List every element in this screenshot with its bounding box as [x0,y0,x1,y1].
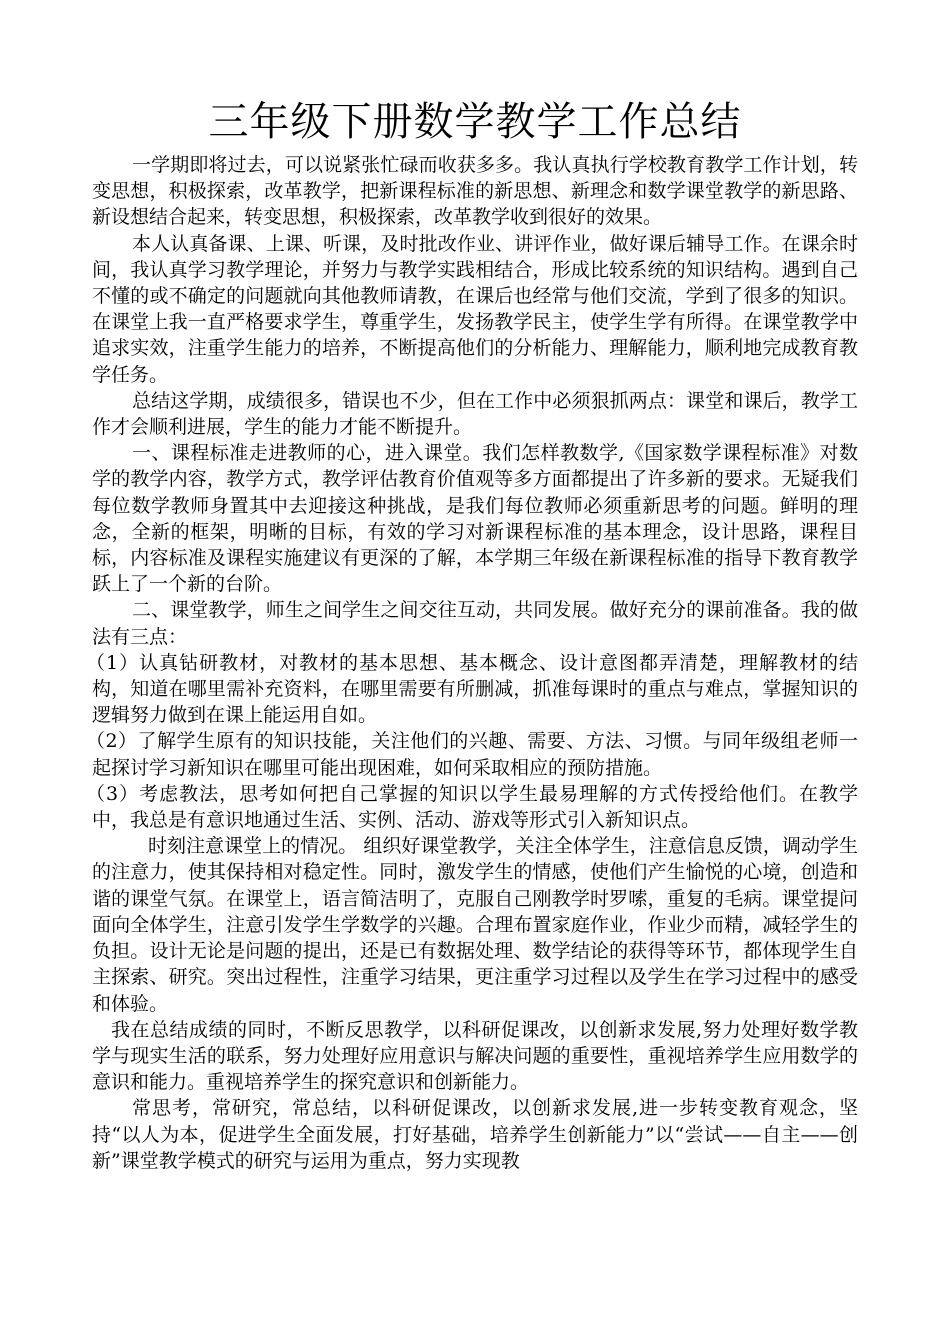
paragraph-work-summary: 本人认真备课、上课、听课，及时批改作业、讲评作业，做好课后辅导工作。在课余时间，我认真学习教学理论，并努力与教学实践相结合，形成比较系统的知识结构。遇到自己不懂的或不确定的问题就向其他教师请教，在课后也经常与他们交流，学到了很多的知识。在课堂上我一直严格要求学生，尊重学生，发扬教学民主，使学生学有所得。在课堂教学中追求实效，注重学生能力的培养，不断提高他们的分析能力、理解能力，顺利地完成教育教学任务。 [92,232,858,386]
paragraph-section-one: 一、课程标准走进教师的心，进入课堂。我们怎样教数学,《国家数学课程标准》对数学的教学内容，教学方式，教学评估教育价值观等多方面都提出了许多新的要求。无疑我们每位数学教师身置其中去迎接这种挑战，是我们每位教师必须重新思考的问题。鲜明的理念，全新的框架，明晰的目标，有效的学习对新课程标准的基本理念，设计思路，课程目标，内容标准及课程实施建议有更深的了解，本学期三年级在新课程标准的指导下教育教学跃上了一个新的台阶。 [92,442,858,596]
paragraph-research: 常思考，常研究，常总结，以科研促课改，以创新求发展,进一步转变教育观念，坚持“以人为本，促进学生全面发展，打好基础，培养学生创新能力”以“尝试——自主——创新”课堂教学模式的研究与运用为重点，努力实现教 [92,1097,858,1172]
paragraph-intro: 一学期即将过去，可以说紧张忙碌而收获多多。我认真执行学校教育教学工作计划，转变思想，积极探索，改革教学，把新课程标准的新思想、新理念和数学课堂教学的新思路、新设想结合起来，转变思想，积极探索，改革教学收到很好的效果。 [92,154,858,229]
paragraph-reflection: 我在总结成绩的同时，不断反思教学，以科研促课改，以创新求发展,努力处理好数学教学与现实生活的联系，努力处理好应用意识与解决问题的重要性，重视培养学生应用数学的意识和能力。重视培养学生的探究意识和创新能力。 [92,1018,858,1094]
paragraph-two-points: 总结这学期，成绩很多，错误也不少，但在工作中必须狠抓两点：课堂和课后，教学工作才会顺利进展，学生的能力才能不断提升。 [92,389,858,439]
list-item-1: （1）认真钻研教材，对教材的基本思想、基本概念、设计意图都弄清楚，理解教材的结构，知道在哪里需补充资料，在哪里需要有所删减，抓准每课时的重点与难点，掌握知识的逻辑努力做到在课上能运用自如。 [86,651,858,727]
list-item-2: （2）了解学生原有的知识技能，关注他们的兴趣、需要、方法、习惯。与同年级组老师一起探讨学习新知识在哪里可能出现困难，如何采取相应的预防措施。 [86,730,858,779]
paragraph-classroom: 时刻注意课堂上的情况。 组织好课堂教学，关注全体学生，注意信息反馈，调动学生的注意力，使其保持相对稳定性。同时，激发学生的情感，使他们产生愉悦的心境，创造和谐的课堂气氛。在课堂上，语言简洁明了，克服自己刚教学时罗嗦，重复的毛病。课堂提问面向全体学生，注意引发学生学数学的兴趣。合理布置家庭作业，作业少而精，减轻学生的负担。设计无论是问题的提出，还是已有数据处理、数学结论的获得等环节，都体现学生自主探索、研究。突出过程性，注重学习结果，更注重学习过程以及学生在学习过程中的感受和体验。 [92,835,858,1015]
paragraph-section-two: 二、课堂教学，师生之间学生之间交往互动，共同发展。做好充分的课前准备。我的做法有三点： [92,599,858,648]
list-item-3: （3）考虑教法，思考如何把自己掌握的知识以学生最易理解的方式传授给他们。在教学中，我总是有意识地通过生活、实例、活动、游戏等形式引入新知识点。 [86,782,858,832]
document-title: 三年级下册数学教学工作总结 [208,99,742,145]
